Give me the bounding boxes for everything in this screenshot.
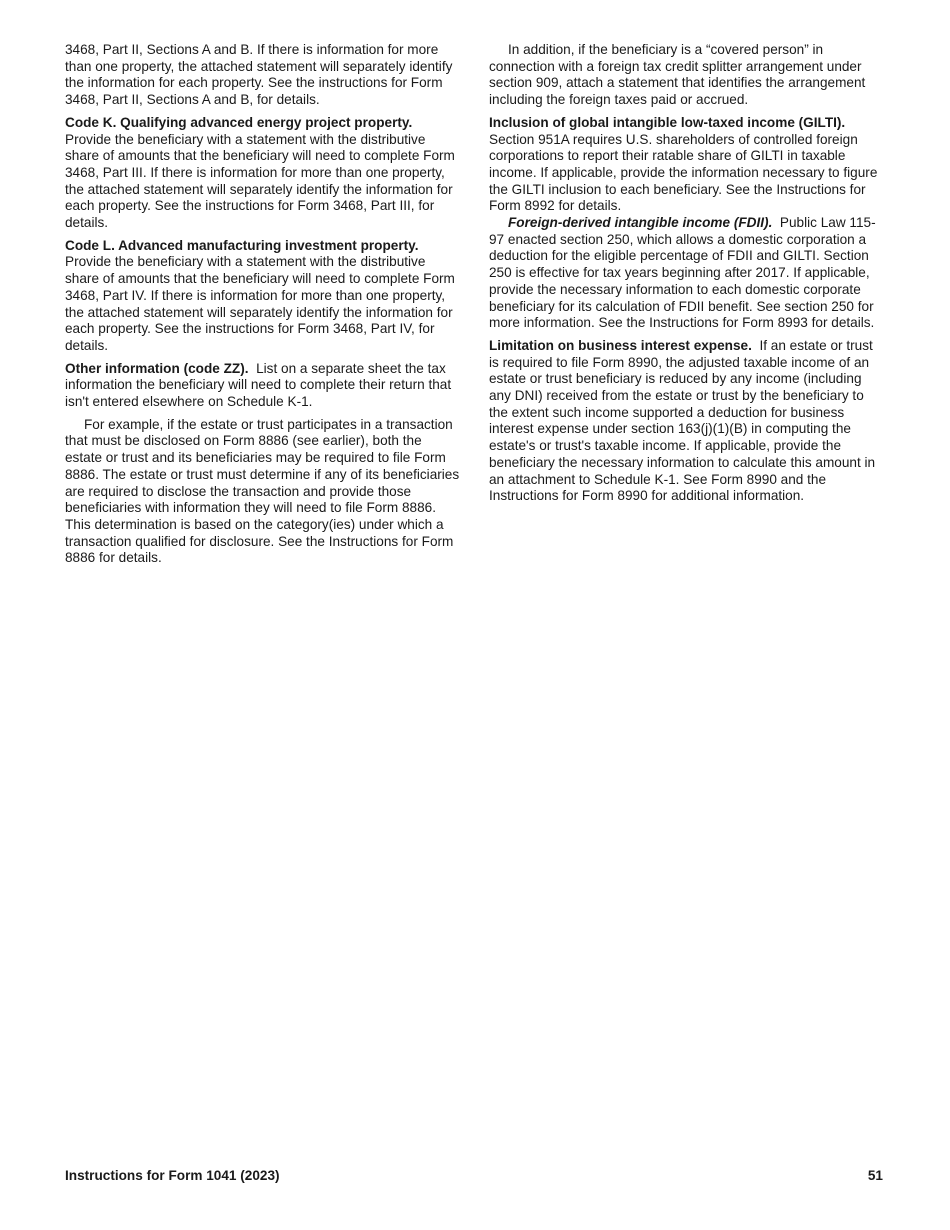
section-gilti [489, 115, 885, 215]
paragraph-form-3468-part-ii [65, 42, 462, 109]
section-text: Public Law 115-97 enacted section 250, which allows a domestic corporation a deduction for the eligible percentage of FDII and GILTI. Section 250 is effective for tax years beginning after 2017. If applicable, provide the necessary information to each domestic corporate beneficiary for its calculation of FDII benefit. See section 250 for more information. See the Instructions for Form 8993 for details. [489, 215, 876, 331]
section-heading: Other information (code ZZ). [65, 360, 249, 376]
paragraph-covered-person [489, 42, 885, 109]
section-fdii [489, 215, 885, 332]
right-column [489, 42, 885, 511]
paragraph-text: 3468, Part II, Sections A and B. If there is information for more than one property, the attached statement will separately identify the information for each property. See the instructions for Form 3468, Part II, Sections A and B, for details. [65, 42, 453, 108]
paragraph-text: In addition, if the beneficiary is a “covered person” in connection with a foreign tax credit splitter arrangement under section 909, attach a statement that identifies the arrangement including the foreign taxes paid or accrued. [489, 42, 866, 108]
paragraph-form-8886-example [65, 417, 462, 567]
section-text: Section 951A requires U.S. shareholders of controlled foreign corporations to report their ratable share of GILTI in taxable income. If applicable, provide the information necessary to figure the GILTI inclusion to each beneficiary. See the Instructions for Form 8992 for details. [489, 131, 878, 214]
section-heading: Limitation on business interest expense. [489, 337, 752, 353]
section-code-zz [65, 361, 462, 411]
section-heading: Code L. Advanced manufacturing investment property. [65, 237, 419, 253]
section-text: Provide the beneficiary with a statement with the distributive share of amounts that the beneficiary will need to complete Form 3468, Part IV. If there is information for more than one property, the attached statement will separately identify the information for each property. See the instructions for Form 3468, Part IV, for details. [65, 254, 455, 353]
section-heading: Code K. Qualifying advanced energy project property. [65, 114, 413, 130]
section-code-k [65, 115, 462, 232]
section-text: Provide the beneficiary with a statement with the distributive share of amounts that the beneficiary will need to complete Form 3468, Part III. If there is information for more than one property, the attached statement will separately identify the information for each property. See the instructions for Form 3468, Part III, for details. [65, 131, 455, 231]
footer-title: Instructions for Form 1041 (2023) [65, 1168, 280, 1183]
left-column [65, 42, 462, 573]
section-business-interest [489, 338, 885, 505]
section-text: List on a separate sheet the tax information the beneficiary will need to complete their return that isn't entered elsewhere on Schedule K-1. [65, 360, 452, 410]
section-heading: Inclusion of global intangible low-taxed income (GILTI). [489, 114, 846, 130]
section-heading: Foreign-derived intangible income (FDII). [508, 215, 773, 231]
paragraph-text: For example, if the estate or trust participates in a transaction that must be disclosed on Form 8886 (see earlier), both the estate or trust and its beneficiaries may be required to file Form 8886. The estate or trust must determine if any of its beneficiaries are required to disclose the transaction and provide those beneficiaries with information they will need to file Form 8886. This determination is based on the category(ies) under which a transaction qualified for disclosure. See the Instructions for Form 8886 for details. [65, 416, 460, 566]
section-code-l [65, 238, 462, 355]
page-number: 51 [867, 1168, 883, 1183]
section-text: If an estate or trust is required to file Form 8990, the adjusted taxable income of an estate or trust beneficiary is reduced by any income (including any DNI) received from the estate or trust by the beneficiary to the extent such income supported a deduction for business interest expense under section 163(j)(1)(B) in computing the estate's or trust's taxable income. If applicable, provide the beneficiary the necessary information to calculate this amount in an attachment to Schedule K-1. See Form 8990 and the Instructions for Form 8990 for additional information. [489, 337, 876, 504]
